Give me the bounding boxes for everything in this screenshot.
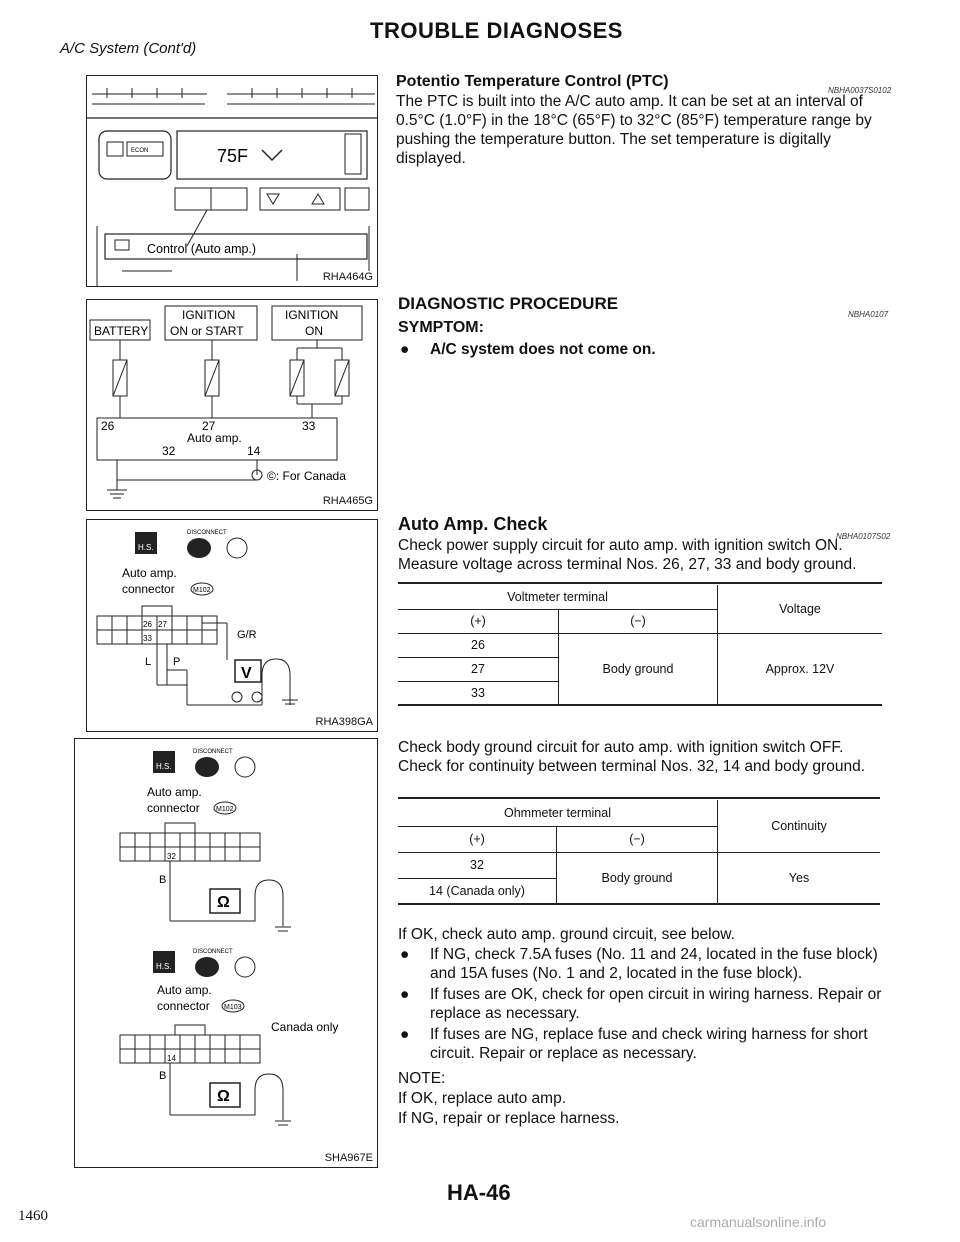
connector-code: M102 (193, 587, 211, 594)
page-number: HA-46 (447, 1180, 511, 1205)
continuity-check-drawing (75, 739, 377, 1167)
figure-id: RHA464G (322, 271, 373, 283)
plus-col-2: (+) (398, 826, 557, 852)
auto-amp-label: Auto amp. (147, 785, 202, 799)
hs-label: H.S. (156, 762, 172, 771)
pin-14: 14 (167, 1054, 176, 1063)
terminal-14: 14 (247, 444, 261, 458)
voltage-table (398, 582, 882, 707)
ampcheck-body1: Check power supply circuit for auto amp. with ignition switch ON. Measure voltage across terminal Nos. 26, 27, 33 and body ground. (398, 537, 857, 573)
figure-id: SHA967E (324, 1152, 373, 1164)
row-32: 32 (398, 852, 557, 878)
pin-26: 26 (143, 620, 152, 629)
connector-code-2: M103 (224, 1004, 242, 1011)
continuity-table (398, 797, 880, 906)
connector-label: connector (147, 801, 200, 815)
battery-label: BATTERY (94, 324, 149, 338)
disconnect-label: DISCONNECT (193, 749, 233, 755)
wire-b: B (159, 874, 167, 886)
voltmeter-symbol: V (241, 665, 252, 682)
hs-label: H.S. (138, 543, 154, 552)
ignition2-label: IGNITION (285, 308, 339, 322)
terminal-27: 27 (202, 419, 216, 433)
row-26: 26 (398, 633, 559, 657)
body-ground-2: Body ground (557, 852, 718, 904)
bullet-text: If fuses are NG, replace fuse and check wiring harness for short circuit. Repair or replace as necessary. (430, 1026, 868, 1062)
wire-l: L (145, 656, 152, 668)
pin-33: 33 (143, 634, 152, 643)
auto-amp-label: Auto amp. (187, 431, 242, 445)
row-14: 14 (Canada only) (398, 878, 557, 904)
ptc-heading: Potentio Temperature Control (PTC) (396, 73, 669, 90)
row-27: 27 (398, 657, 559, 681)
terminal-32: 32 (162, 444, 176, 458)
ampcheck-body2: Check body ground circuit for auto amp. with ignition switch OFF. Check for continuity between terminal Nos. 32, 14 and body ground. (398, 739, 865, 775)
hs-label-2: H.S. (156, 962, 172, 971)
yes-value: Yes (718, 852, 881, 904)
ignition2-on-label: ON (305, 324, 323, 338)
disconnect-label: DISCONNECT (187, 530, 227, 536)
diag-code: NBHA0107 (848, 310, 889, 319)
disconnect-label-2: DISCONNECT (193, 949, 233, 955)
bullet-text: If fuses are OK, check for open circuit in wiring harness. Repair or replace as necessary. (430, 986, 882, 1022)
voltmeter-group: Voltmeter terminal (398, 585, 718, 609)
symptom-item (400, 340, 890, 360)
canada-note: ©: For Canada (267, 469, 346, 483)
display-text: 75F (217, 146, 249, 166)
row-33: 33 (398, 681, 559, 705)
corner-page-number: 1460 (18, 1208, 48, 1224)
ohmmeter-symbol: Ω (217, 894, 230, 911)
pin-27: 27 (158, 620, 167, 629)
ampcheck-code: NBHA0107S02 (836, 532, 891, 541)
wire-p: P (173, 656, 181, 668)
ptc-body: The PTC is built into the A/C auto amp. It can be set at an interval of 0.5°C (1.0°F) in the 18°C (65°F) to 32°C (85°F) temperature range by pushing the temperature button. The set temperature is digitally displayed. (396, 93, 872, 167)
note-ng: If NG, repair or replace harness. (398, 1110, 620, 1127)
ok-line: If OK, check auto amp. ground circuit, see below. (398, 926, 735, 943)
terminal-33: 33 (302, 419, 316, 433)
plus-col: (+) (398, 609, 559, 633)
connector-code: M102 (216, 806, 234, 813)
bullet-dot: ● (400, 986, 410, 1003)
ohmmeter-group: Ohmmeter terminal (398, 800, 718, 826)
auto-amp-label: Auto amp. (122, 566, 177, 580)
bullet-item (400, 1025, 884, 1065)
wire-b-2: B (159, 1070, 167, 1082)
voltage-col: Voltage (779, 601, 821, 616)
diag-heading: DIAGNOSTIC PROCEDURE (398, 294, 619, 313)
ptc-control-figure (86, 75, 378, 287)
auto-amp-label-2: Auto amp. (157, 983, 212, 997)
minus-col-2: (−) (557, 826, 718, 852)
bullet-item (400, 945, 884, 985)
ignition-on-start-label: ON or START (170, 324, 244, 338)
connector-label-2: connector (157, 999, 210, 1013)
ohmmeter-symbol-2: Ω (217, 1088, 230, 1105)
voltage-check-drawing (87, 520, 377, 731)
section-header: A/C System (Cont'd) (60, 40, 197, 57)
figure-id: RHA465G (322, 495, 373, 507)
voltage-check-figure (86, 519, 378, 732)
wiring-drawing (87, 300, 377, 510)
bullet-item (400, 985, 884, 1025)
ignition-label: IGNITION (182, 308, 236, 322)
canada-only-label: Canada only (271, 1020, 339, 1034)
note-ok: If OK, replace auto amp. (398, 1090, 567, 1107)
connector-label: connector (122, 582, 175, 596)
approx-12v: Approx. 12V (718, 633, 883, 705)
note-label: NOTE: (398, 1070, 446, 1087)
continuity-check-figure (74, 738, 378, 1168)
body-ground: Body ground (559, 633, 718, 705)
figure-id: RHA398GA (315, 716, 373, 728)
ampcheck-heading: Auto Amp. Check (398, 514, 548, 534)
ptc-code: NBHA0037S0102 (828, 86, 892, 95)
control-label: Control (Auto amp.) (147, 242, 257, 256)
continuity-col: Continuity (771, 818, 827, 833)
bullet-text: If NG, check 7.5A fuses (No. 11 and 24, located in the fuse block) and 15A fuses (No. 1 and 2, located in the fuse block). (430, 946, 878, 982)
page-title: TROUBLE DIAGNOSES (370, 18, 623, 43)
symptom-label: SYMPTOM: (398, 319, 484, 336)
watermark-text: carmanualsonline.info (690, 1214, 827, 1230)
symptom-text: A/C system does not come on. (430, 341, 656, 358)
terminal-26: 26 (101, 419, 115, 433)
svg-text:ECON: ECON (131, 148, 149, 154)
bullet-dot: ● (400, 1026, 410, 1043)
wire-color: G/R (237, 629, 257, 641)
bullet-dot: ● (400, 946, 410, 963)
control-panel-drawing (87, 76, 377, 286)
pin-32: 32 (167, 852, 176, 861)
minus-col: (−) (559, 609, 718, 633)
bullet-dot: ● (400, 341, 410, 358)
wiring-figure (86, 299, 378, 511)
